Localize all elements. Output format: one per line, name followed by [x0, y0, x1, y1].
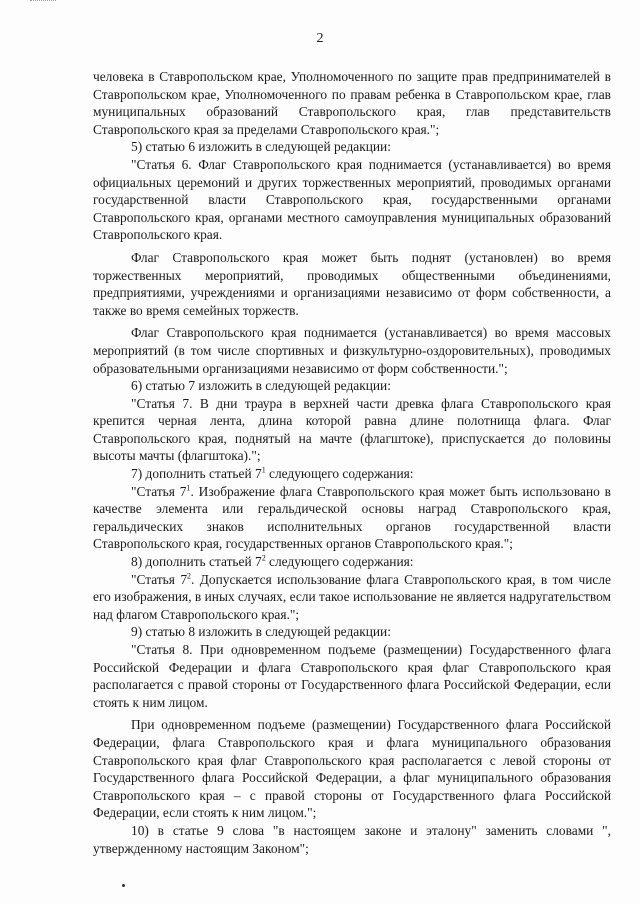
amendment-item-8-text-end: следующего содержания: — [265, 554, 414, 570]
scan-artifact-dot — [122, 884, 125, 887]
scan-corner-mark — [30, 0, 56, 3]
article-7-2-body: . Допускается использование флага Ставропольского края, в том числе его изображения, в иных случаях, если такое использование не является надругательством над флагом Ставропольского края."; — [93, 571, 611, 622]
paragraph-continuation: человека в Ставропольском крае, Уполномоченного по защите прав предпринимателей в Ставропольском крае, Уполномоченного по правам ребенка в Ставропольском крае, глав муниципальных образований Ставропольского края, глав представительств Ставропольского края за пределами Ставропольского края."; — [93, 69, 611, 137]
superscript: 2 — [261, 553, 266, 563]
article-7-text: "Статья 7. В дни траура в верхней части древка флага Ставропольского края крепится черная лента, длина которой равна длине полотнища флага. Флаг Ставропольского края, поднятый на мачте (флагштоке), приспускается до половины высоты мачты (флагштока)."; — [93, 395, 611, 464]
document-body — [93, 68, 611, 857]
article-7-1-heading: "Статья 7 — [131, 483, 187, 499]
article-7-1-text — [93, 483, 611, 553]
article-7-2-text — [93, 571, 611, 624]
superscript: 2 — [187, 571, 192, 581]
article-6-text: "Статья 6. Флаг Ставропольского края поднимается (устанавливается) во время официальных церемоний и других торжественных мероприятий, проводимых органами государственной власти Ставропольского края, государственными органами Ставропольского края, органами местного самоуправления муниципальных образований Ставропольского края. — [93, 156, 611, 243]
amendment-item-7-text: 7) дополнить статьей 7 — [131, 466, 262, 482]
page-number: 2 — [316, 31, 324, 46]
article-8-paragraph-2: При одновременном подъеме (размещении) Государственного флага Российской Федерации, флага Ставропольского края и флага муниципального образования Ставропольского края флаг Ставропольского края располагается с левой стороны от Государственного флага Российской Федерации, а флаг муниципального образования Ставропольского края – с правой стороны от Государственного флага Российской Федерации, если стоять к ним лицом."; — [93, 717, 611, 821]
article-6-paragraph-2: Флаг Ставропольского края может быть поднят (установлен) во время торжественных мероприятий, проводимых общественными объединениями, предприятиями, учреждениями и организациями независимо от форм собственности, а также во время семейных торжеств. — [93, 249, 611, 318]
article-8-text: "Статья 8. При одновременном подъеме (размещении) Государственного флага Российской Федерации и флага Ставропольского края флаг Ставропольского края располагается с правой стороны от Государственного флага Российской Федерации, если стоять к ним лицом. — [93, 642, 611, 710]
amendment-item-5: 5) статью 6 изложить в следующей редакции: — [131, 139, 391, 155]
superscript: 1 — [186, 483, 191, 493]
amendment-item-10: 10) в статье 9 слова "в настоящем законе и эталону" заменить словами ", утвержденному настоящим Законом"; — [93, 822, 611, 856]
amendment-item-8 — [93, 553, 611, 571]
amendment-item-7 — [93, 465, 611, 483]
amendment-item-6: 6) статью 7 изложить в следующей редакции: — [131, 378, 391, 394]
article-7-1-body: . Изображение флага Ставропольского края может быть использовано в качестве элемента или геральдической основы наград Ставропольского края, геральдических знаков исполнительных органов государственной власти Ставропольского края, государственных органов Ставропольского края."; — [93, 483, 611, 552]
amendment-item-8-text: 8) дополнить статьей 7 — [131, 554, 262, 570]
amendment-item-9: 9) статью 8 изложить в следующей редакции: — [131, 624, 391, 640]
superscript: 1 — [261, 465, 266, 475]
article-7-2-heading: "Статья 7 — [131, 571, 188, 587]
amendment-item-7-text-end: следующего содержания: — [265, 466, 414, 482]
article-6-paragraph-3: Флаг Ставропольского края поднимается (устанавливается) во время массовых мероприятий (в том числе спортивных и физкультурно-оздоровительных), проводимых образовательными организациями независимо от форм собственности."; — [93, 325, 611, 376]
